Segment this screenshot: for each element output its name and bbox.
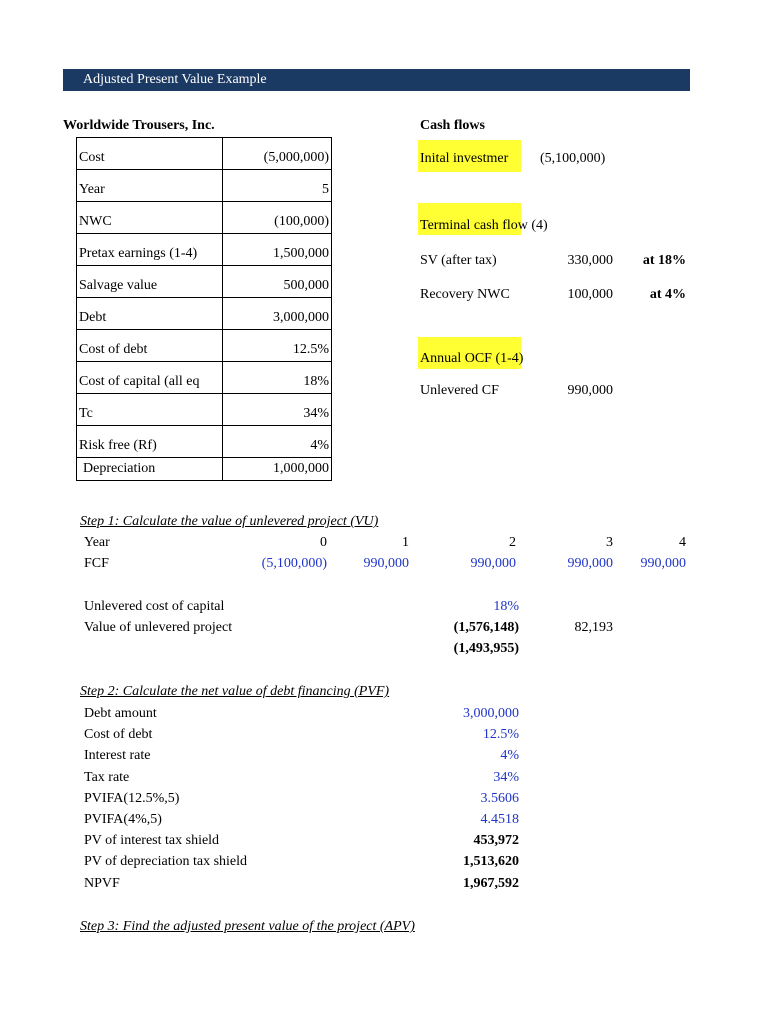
- year-1: 1: [402, 535, 409, 550]
- initial-investment-label: Inital investmer: [420, 151, 509, 166]
- param-label: Tc: [77, 394, 223, 426]
- year-2: 2: [509, 535, 516, 550]
- cash-flows-heading: Cash flows: [420, 118, 485, 133]
- step2-row-value: 12.5%: [482, 727, 519, 742]
- param-value: 3,000,000: [223, 298, 332, 330]
- param-value: 1,500,000: [223, 234, 332, 266]
- param-value: 4%: [223, 426, 332, 458]
- unlevered-project-label: Value of unlevered project: [84, 620, 233, 635]
- unlevered-project-total: (1,493,955): [453, 641, 519, 656]
- fcf-3: 990,000: [567, 556, 613, 571]
- step2-row-value: 3,000,000: [463, 706, 519, 721]
- param-row: [77, 170, 332, 202]
- unlevered-project-extra: 82,193: [574, 620, 613, 635]
- param-value: 5: [223, 170, 332, 202]
- sv-after-tax-label: SV (after tax): [420, 253, 497, 268]
- step2-row-label: Cost of debt: [84, 727, 153, 742]
- unlevered-project-value: (1,576,148): [453, 620, 519, 635]
- sv-rate: at 18%: [642, 253, 686, 268]
- param-row: [77, 138, 332, 170]
- terminal-cash-flow-label: Terminal cash flow (4): [420, 218, 548, 233]
- param-row: [77, 330, 332, 362]
- step2-row-label: PV of depreciation tax shield: [84, 854, 248, 869]
- step2-row-label: NPVF: [84, 876, 120, 891]
- unlevered-cost-label: Unlevered cost of capital: [84, 599, 225, 614]
- year-0: 0: [320, 535, 327, 550]
- param-value: 12.5%: [223, 330, 332, 362]
- param-row: [77, 362, 332, 394]
- step2-row-label: PV of interest tax shield: [84, 833, 220, 848]
- param-label: Year: [77, 170, 223, 202]
- step2-row-label: Interest rate: [84, 748, 151, 763]
- param-label: Cost of capital (all eq: [77, 362, 223, 394]
- fcf-label: FCF: [84, 556, 109, 571]
- fcf-1: 990,000: [363, 556, 409, 571]
- param-label: Debt: [77, 298, 223, 330]
- step1-heading: Step 1: Calculate the value of unlevered project (VU): [80, 514, 379, 529]
- step2-row-value: 3.5606: [480, 791, 519, 806]
- nwc-rate: at 4%: [649, 287, 686, 302]
- step2-row-label: Tax rate: [84, 770, 130, 785]
- param-row: [77, 458, 332, 481]
- param-value: (100,000): [223, 202, 332, 234]
- recovery-nwc-value: 100,000: [567, 287, 613, 302]
- year-3: 3: [606, 535, 613, 550]
- param-label: Depreciation: [77, 458, 223, 481]
- param-label: Cost of debt: [77, 330, 223, 362]
- sheet-title: Adjusted Present Value Example: [63, 69, 690, 91]
- annual-ocf-label: Annual OCF (1-4): [420, 351, 524, 366]
- param-value: 1,000,000: [223, 458, 332, 481]
- param-row: [77, 266, 332, 298]
- param-value: 500,000: [223, 266, 332, 298]
- step2-row-label: PVIFA(4%,5): [84, 812, 162, 827]
- step3-heading: Step 3: Find the adjusted present value of the project (APV): [80, 919, 415, 934]
- step2-row-value: 453,972: [473, 833, 519, 848]
- param-row: [77, 298, 332, 330]
- param-label: Cost: [77, 138, 223, 170]
- param-label: Pretax earnings (1-4): [77, 234, 223, 266]
- unlevered-cf-label: Unlevered CF: [420, 383, 499, 398]
- step2-row-value: 1,967,592: [463, 876, 519, 891]
- param-row: [77, 234, 332, 266]
- initial-investment-value: (5,100,000): [540, 151, 606, 166]
- param-label: Risk free (Rf): [77, 426, 223, 458]
- step2-row-value: 4.4518: [480, 812, 519, 827]
- step2-row-value: 1,513,620: [463, 854, 519, 869]
- unlevered-cost-value: 18%: [493, 599, 519, 614]
- step2-row-value: 34%: [493, 770, 519, 785]
- param-value: 18%: [223, 362, 332, 394]
- param-row: [77, 426, 332, 458]
- step1-year-label: Year: [84, 535, 110, 550]
- year-4: 4: [679, 535, 686, 550]
- param-value: 34%: [223, 394, 332, 426]
- parameters-table: [76, 137, 332, 481]
- fcf-0: (5,100,000): [261, 556, 327, 571]
- fcf-2: 990,000: [470, 556, 516, 571]
- param-label: Salvage value: [77, 266, 223, 298]
- fcf-4: 990,000: [640, 556, 686, 571]
- step2-row-label: PVIFA(12.5%,5): [84, 791, 180, 806]
- unlevered-cf-value: 990,000: [567, 383, 613, 398]
- param-value: (5,000,000): [223, 138, 332, 170]
- sv-after-tax-value: 330,000: [567, 253, 613, 268]
- step2-heading: Step 2: Calculate the net value of debt financing (PVF): [80, 684, 390, 699]
- param-label: NWC: [77, 202, 223, 234]
- param-row: [77, 394, 332, 426]
- recovery-nwc-label: Recovery NWC: [420, 287, 510, 302]
- param-row: [77, 202, 332, 234]
- company-name: Worldwide Trousers, Inc.: [63, 118, 215, 133]
- step2-row-value: 4%: [500, 748, 519, 763]
- step2-row-label: Debt amount: [84, 706, 157, 721]
